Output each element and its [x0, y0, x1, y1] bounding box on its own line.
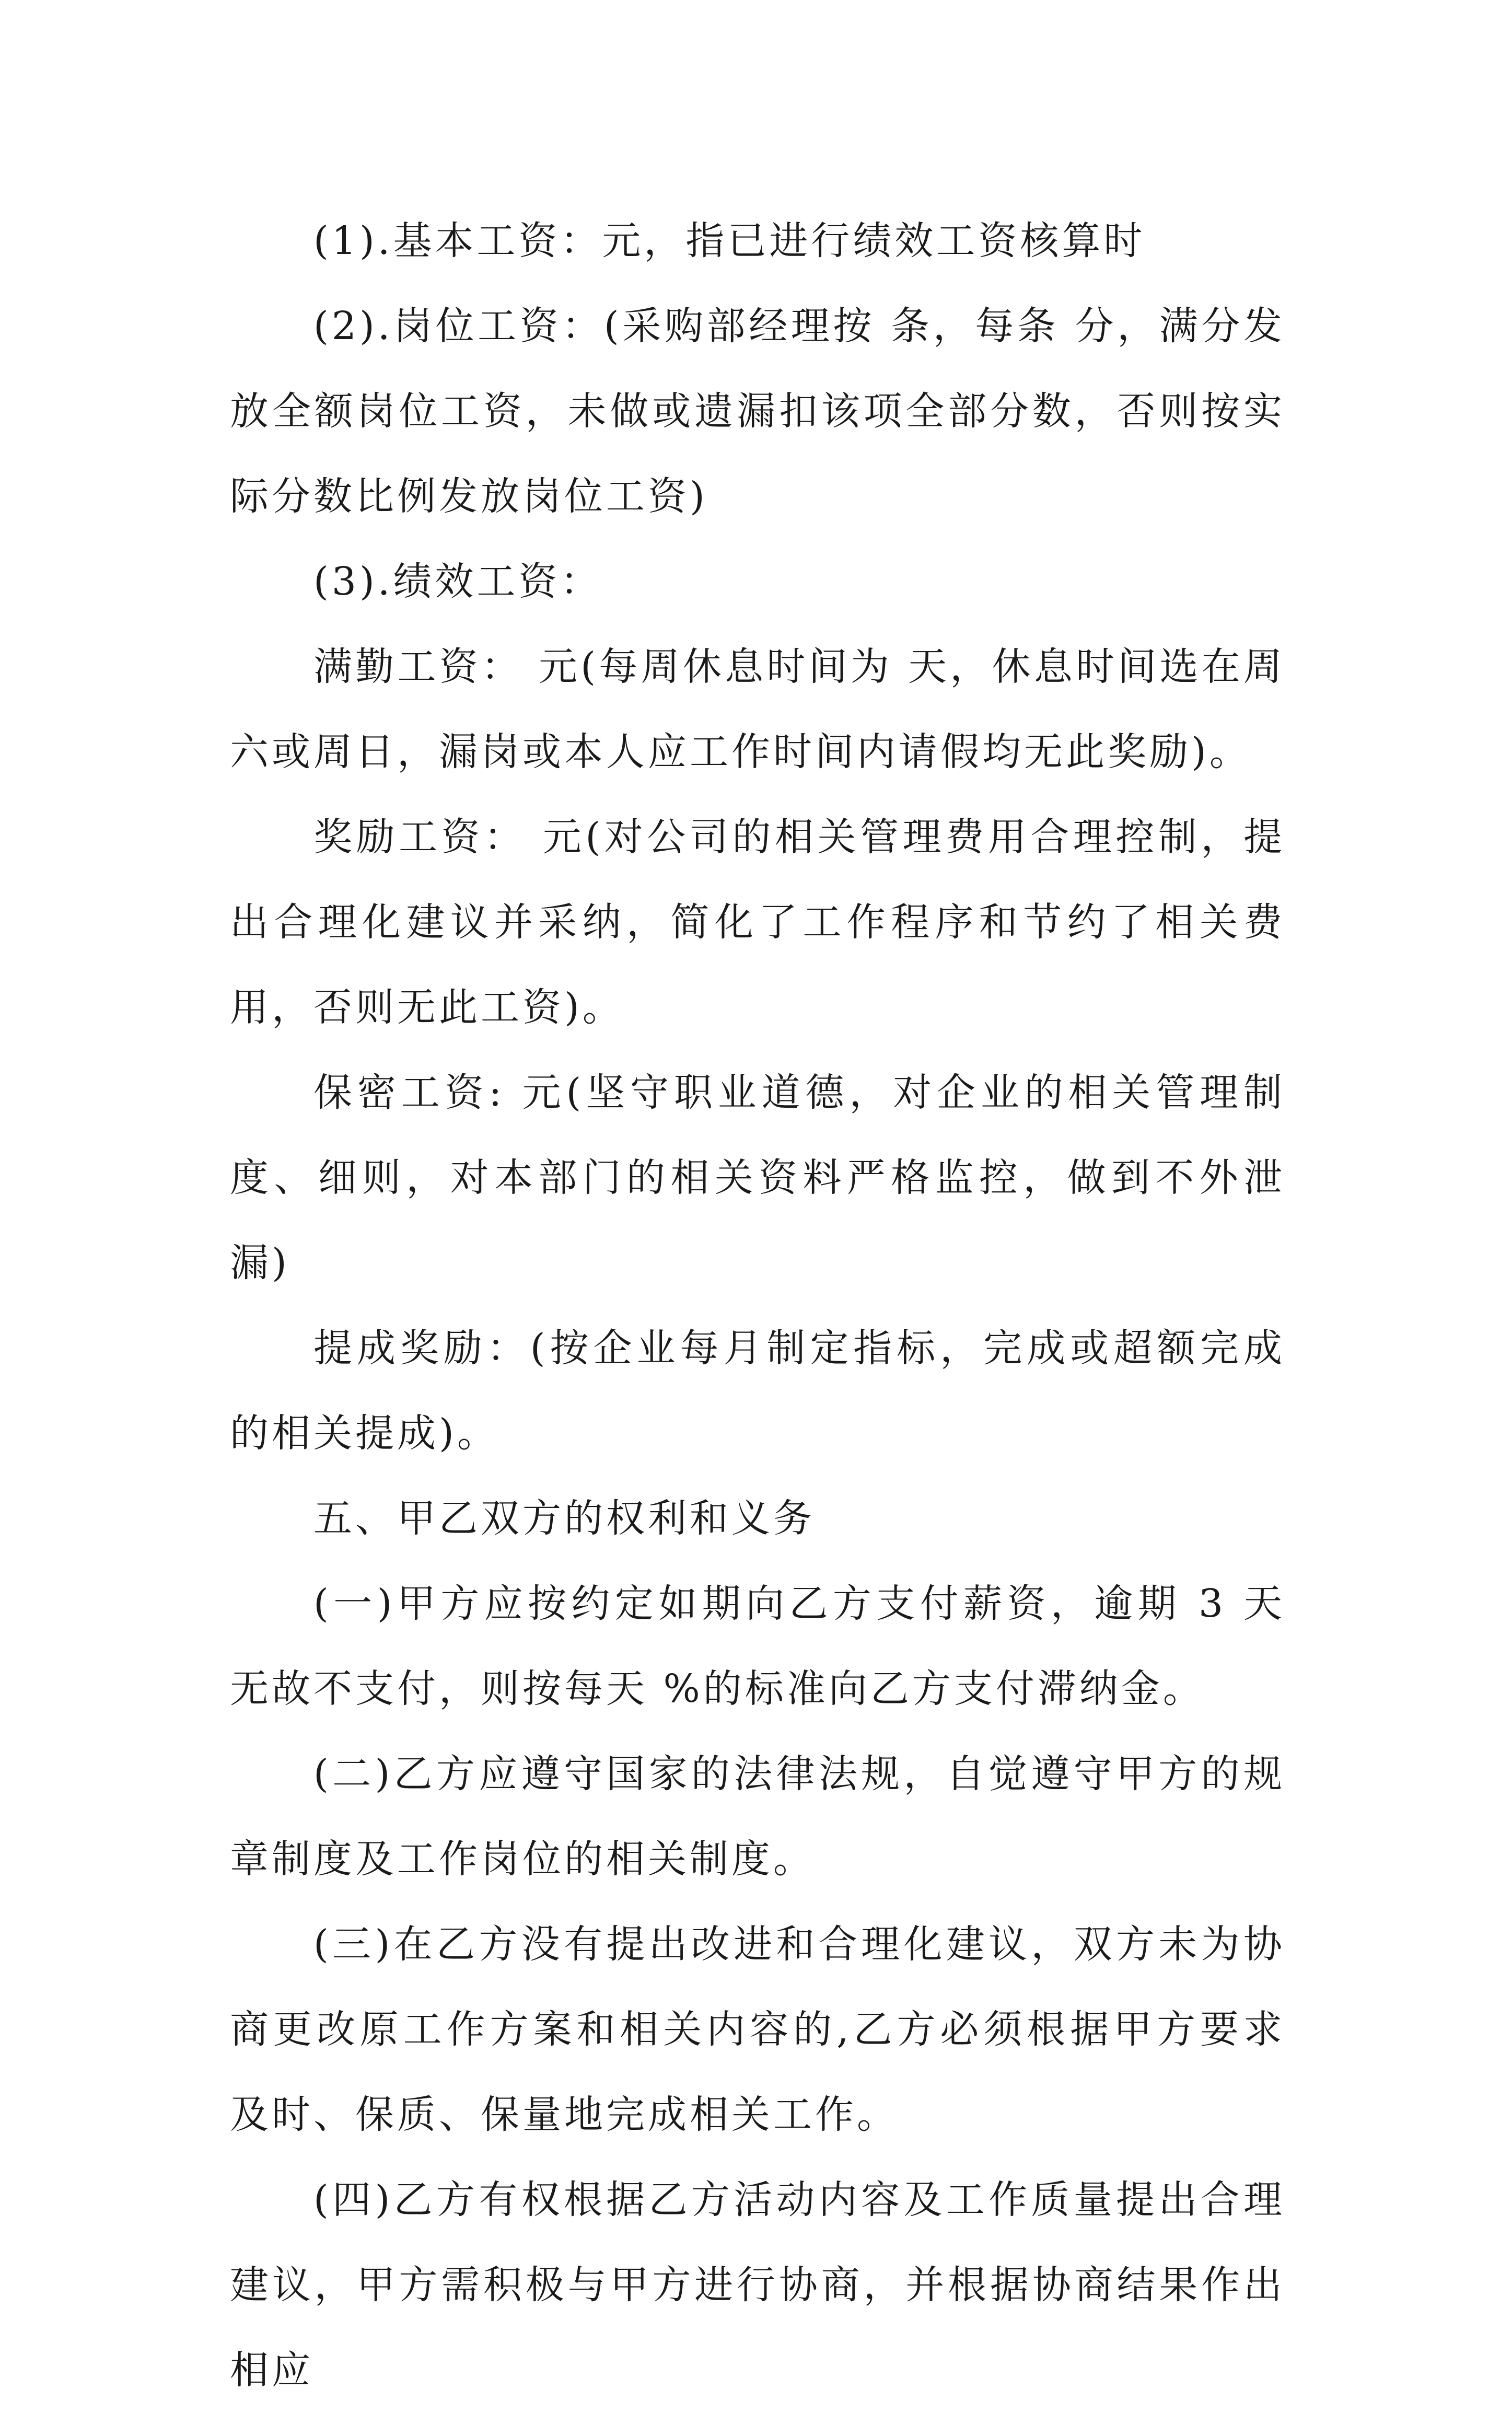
paragraph-position-salary: (2).岗位工资：(采购部经理按 条，每条 分，满分发放全额岗位工资，未做或遗漏扣该项全部分数，否则按实际分数比例发放岗位工资) — [230, 304, 1285, 519]
paragraph-performance-salary: (3).绩效工资： — [313, 559, 602, 604]
document-body — [230, 199, 1285, 2413]
paragraph-commission: 提成奖励：(按企业每月制定指标，完成或超额完成的相关提成)。 — [230, 1326, 1285, 1456]
paragraph-reward-salary: 奖励工资： 元(对公司的相关管理费用合理控制，提出合理化建议并采纳，简化了工作程序和节约了相关费用，否则无此工资)。 — [230, 815, 1285, 1030]
paragraph-clause-3: (三)在乙方没有提出改进和合理化建议，双方未为协商更改原工作方案和相关内容的,乙方必须根据甲方要求及时、保质、保量地完成相关工作。 — [230, 1922, 1285, 2137]
section-heading-rights-obligations: 五、甲乙双方的权利和义务 — [313, 1496, 815, 1541]
paragraph-clause-4: (四)乙方有权根据乙方活动内容及工作质量提出合理建议，甲方需积极与甲方进行协商，并根据协商结果作出相应 — [230, 2177, 1285, 2393]
paragraph-clause-1: (一)甲方应按约定如期向乙方支付薪资，逾期 3 天无故不支付，则按每天 %的标准向乙方支付滞纳金。 — [230, 1581, 1285, 1711]
paragraph-clause-2: (二)乙方应遵守国家的法律法规，自觉遵守甲方的规章制度及工作岗位的相关制度。 — [230, 1751, 1285, 1882]
paragraph-attendance-salary: 满勤工资： 元(每周休息时间为 天，休息时间选在周六或周日，漏岗或本人应工作时间内请假均无此奖励)。 — [230, 644, 1285, 774]
paragraph-confidentiality-salary: 保密工资: 元(坚守职业道德，对企业的相关管理制度、细则，对本部门的相关资料严格监控，做到不外泄漏) — [230, 1070, 1285, 1285]
paragraph-basic-salary: (1).基本工资：元，指已进行绩效工资核算时 — [313, 218, 1146, 263]
